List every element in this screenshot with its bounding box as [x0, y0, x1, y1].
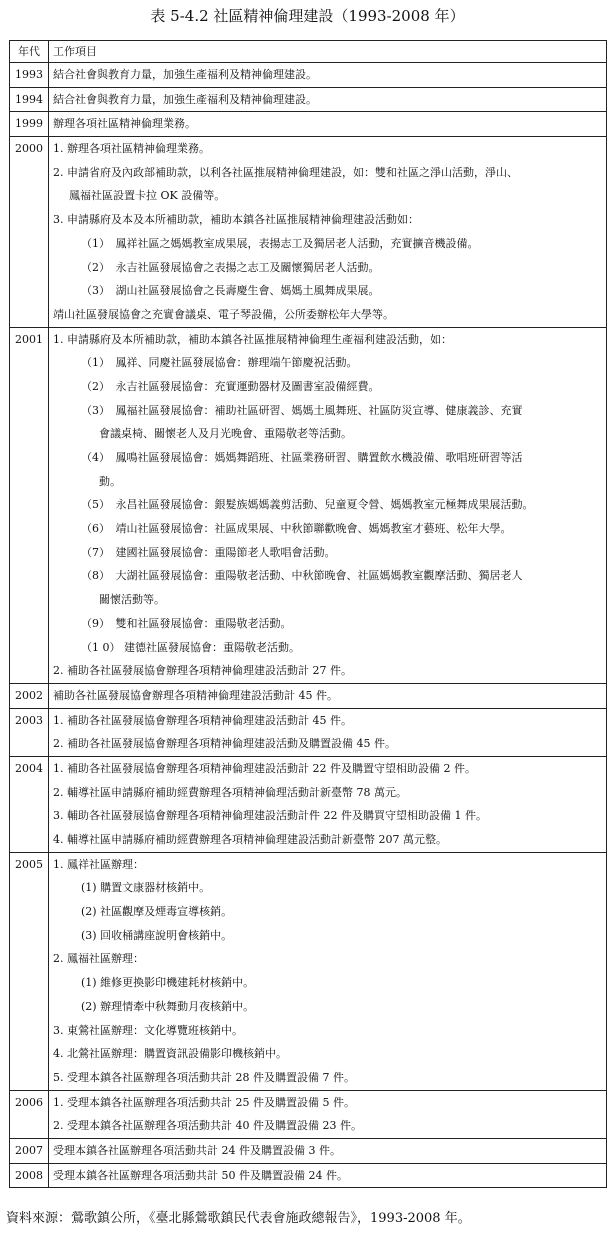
item-line: 2. 鳳福社區辦理： [53, 952, 144, 966]
item-line: 1. 受理本鎮各社區辦理各項活動共計 25 件及購置設備 5 件。 [53, 1095, 355, 1109]
year-cell [10, 63, 49, 88]
item-line: 1. 申請縣府及本所補助款，補助本鎮各社區推展精神倫理生產福利建設活動，如： [53, 332, 452, 346]
table-header-row [10, 41, 607, 63]
year-label: 2002 [15, 688, 43, 702]
year-label: 2001 [15, 332, 43, 346]
item-line: （5） 永昌社區發展協會：銀髮族媽媽義剪活動、兒童夏令營、媽媽教室元極舞成果展活動。 [81, 498, 534, 512]
item-line: （1） 鳳祥社區之媽媽教室成果展，表揚志工及獨居老人活動，充實擴音機設備。 [81, 236, 479, 250]
item-line: （6） 靖山社區發展協會：社區成果展、中秋節聯歡晚會、媽媽教室才藝班、松年大學。 [81, 522, 512, 536]
year-label: 2005 [15, 857, 43, 871]
items-cell [49, 1138, 607, 1163]
table-row [10, 1163, 607, 1188]
item-line: 靖山社區發展協會之充實會議桌、電子琴設備，公所委辦松年大學等。 [53, 307, 394, 321]
year-label: 2008 [15, 1168, 43, 1182]
item-line: 4. 輔導社區申請縣府補助經費辦理各項精神倫理建設活動計新臺幣 207 萬元整。 [53, 833, 447, 846]
item-line: 2. 申請省府及內政部補助款，以利各社區推展精神倫理建設，如：雙和社區之淨山活動，淨山、 [53, 165, 518, 179]
items-cell [49, 708, 607, 756]
table-row [10, 756, 607, 852]
items-cell [49, 327, 607, 683]
item-line: （7） 建國社區發展協會：重陽節老人歌唱會活動。 [81, 545, 336, 559]
table-row [10, 137, 607, 328]
item-line: 1. 鳳祥社區辦理： [53, 857, 144, 871]
year-label: 2006 [15, 1095, 43, 1109]
items-cell [49, 63, 607, 88]
item-line: 3. 輔助各社區發展協會辦理各項精神倫理建設活動計件 22 件及購買守望相助設備 1 件。 [53, 809, 487, 823]
item-line: 補助各社區發展協會辦理各項精神倫理建設活動計 45 件。 [53, 688, 338, 702]
table-row [10, 112, 607, 137]
item-line: （1 0） 建德社區發展協會：重陽敬老活動。 [81, 640, 300, 654]
item-line: 辦理各項社區精神倫理業務。 [53, 117, 196, 131]
year-label: 2007 [15, 1143, 43, 1157]
year-cell [10, 1090, 49, 1138]
year-cell [10, 87, 49, 112]
year-cell [10, 112, 49, 137]
year-cell [10, 756, 49, 852]
item-line: 1. 補助各社區發展協會辦理各項精神倫理建設活動計 45 件。 [53, 713, 352, 727]
year-label: 1994 [15, 92, 43, 106]
item-line: 3. 申請縣府及本及本所補助款，補助本鎮各社區推展精神倫理建設活動如： [53, 213, 419, 227]
table-row [10, 1138, 607, 1163]
item-line: 關懷活動等。 [99, 593, 165, 607]
year-label: 1993 [15, 68, 43, 81]
item-line: 2. 輔導社區申請縣府補助經費辦理各項精神倫理活動計新臺幣 78 萬元。 [53, 785, 407, 799]
item-line: （3） 鳳福社區發展協會：補助社區研習、媽媽土風舞班、社區防災宣導、健康義診、充實 [81, 403, 523, 417]
item-line: 會議桌椅、關懷老人及月光晚會、重陽敬老等活動。 [99, 427, 352, 441]
item-line: （9） 雙和社區發展協會：重陽敬老活動。 [81, 616, 292, 630]
item-line: 1. 補助各社區發展協會辦理各項精神倫理建設活動計 22 件及購置守望相助設備 2 件。 [53, 761, 476, 775]
item-line: 3. 東鶯社區辦理：文化導覽班核銷中。 [53, 1023, 243, 1037]
items-cell [49, 852, 607, 1090]
item-line: 2. 補助各社區發展協會辦理各項精神倫理建設活動及購置設備 45 件。 [53, 737, 396, 751]
year-cell [10, 137, 49, 328]
year-cell [10, 852, 49, 1090]
year-cell [10, 1138, 49, 1163]
items-cell [49, 756, 607, 852]
items-cell [49, 1163, 607, 1188]
table-row [10, 327, 607, 683]
items-cell [49, 87, 607, 112]
item-line: 2. 補助各社區發展協會辦理各項精神倫理建設活動計 27 件。 [53, 664, 352, 678]
year-cell [10, 708, 49, 756]
year-label: 1999 [15, 117, 43, 131]
item-line: (1) 維修更換影印機建耗材核銷中。 [81, 976, 255, 990]
item-line: （2） 永吉社區發展協會之表揚之志工及關懷獨居老人活動。 [81, 260, 380, 274]
year-label: 2004 [15, 761, 43, 775]
source-note: 資料來源：鶯歌鎮公所，《臺北縣鶯歌鎮民代表會施政總報告》，1993-2008 年。 [6, 1211, 471, 1226]
item-line: 結合社會與教育力量，加強生產福利及精神倫理建設。 [53, 92, 317, 106]
item-line: 受理本鎮各社區辦理各項活動共計 50 件及購置設備 24 件。 [53, 1168, 348, 1182]
item-line: 受理本鎮各社區辦理各項活動共計 24 件及購置設備 3 件。 [53, 1143, 341, 1157]
table-row [10, 708, 607, 756]
item-line: （8） 大湖社區發展協會：重陽敬老活動、中秋節晚會、社區媽媽教室觀摩活動、獨居老人 [81, 569, 523, 583]
item-line: 動。 [99, 474, 121, 488]
table-body [10, 63, 607, 1188]
year-column-header: 年代 [10, 41, 49, 63]
item-line: （2） 永吉社區發展協會：充實運動器材及圖書室設備經費。 [81, 379, 380, 393]
year-cell [10, 1163, 49, 1188]
year-label: 2003 [15, 713, 43, 727]
item-line: 2. 受理本鎮各社區辦理各項活動共計 40 件及購置設備 23 件。 [53, 1119, 362, 1133]
year-label: 2000 [15, 142, 43, 156]
table-row [10, 63, 607, 88]
work-items-table [9, 40, 607, 1188]
items-cell [49, 1090, 607, 1138]
item-line: (1) 購置文康器材核銷中。 [81, 881, 211, 895]
year-cell [10, 327, 49, 683]
year-cell [10, 683, 49, 708]
item-line: 1. 辦理各項社區精神倫理業務。 [53, 142, 210, 156]
table-row [10, 87, 607, 112]
items-cell [49, 112, 607, 137]
items-cell [49, 683, 607, 708]
item-line: (2) 辦理情牽中秋舞動月夜核銷中。 [81, 999, 255, 1013]
item-line: 4. 北鶯社區辦理：購置資訊設備影印機核銷中。 [53, 1047, 287, 1061]
table-row [10, 1090, 607, 1138]
items-cell [49, 137, 607, 328]
item-line: 5. 受理本鎮各社區辦理各項活動共計 28 件及購置設備 7 件。 [53, 1070, 355, 1084]
item-line: （3） 湖山社區發展協會之長壽慶生會、媽媽土風舞成果展。 [81, 284, 380, 298]
table-row [10, 683, 607, 708]
table-row [10, 852, 607, 1090]
item-line: (3) 回收桶講座說明會核銷中。 [81, 928, 233, 942]
item-line: (2) 社區觀摩及煙毒宣導核銷。 [81, 905, 233, 919]
items-column-header: 工作項目 [49, 41, 607, 63]
table-title: 表 5-4.2 社區精神倫理建設（1993-2008 年） [150, 7, 465, 25]
item-line: （1） 鳳祥、同慶社區發展協會：辦理端午節慶祝活動。 [81, 356, 358, 370]
item-line: 結合社會與教育力量，加強生產福利及精神倫理建設。 [53, 68, 317, 81]
item-line: （4） 鳳鳴社區發展協會：媽媽舞蹈班、社區業務研習、購置飲水機設備、歌唱班研習等活 [81, 451, 523, 464]
item-line: 鳳福社區設置卡拉 OK 設備等。 [69, 189, 226, 203]
